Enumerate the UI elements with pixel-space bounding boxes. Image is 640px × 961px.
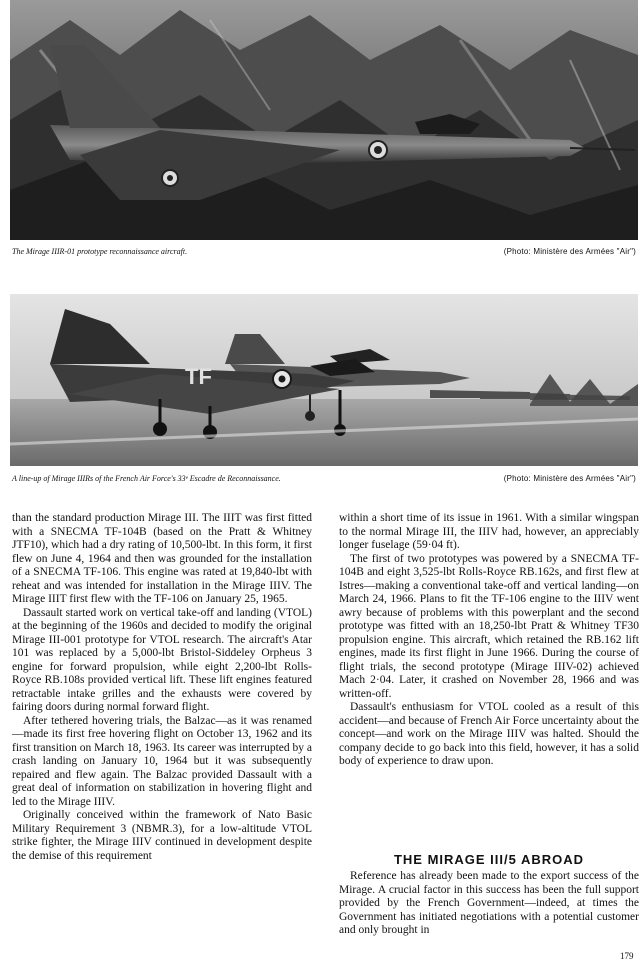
page-number: 179 (620, 951, 634, 961)
paragraph: Originally conceived within the framework of Nato Basic Military Requirement 3 (NBMR.3), for a low-altitude VTOL strike fighter, the Mirage IIIV continued in development despite the demise of this requirement (12, 809, 312, 862)
paragraph: within a short time of its issue in 1961. With a similar wingspan to the normal Mirage III, the IIIV had, however, an appreciably longer fuselage (59·04 ft). (339, 512, 639, 551)
figure-2-caption-row (12, 474, 636, 483)
right-text-column (339, 512, 639, 769)
left-text-column (12, 512, 312, 863)
figure-1-photo-credit: (Photo: Ministère des Armées "Air") (503, 247, 636, 256)
lead-aircraft-tail-code: TF (185, 364, 212, 389)
paragraph: than the standard production Mirage III. The IIIT was first fitted with a SNECMA TF-104B (based on the Pratt & Whitney JTF10), which had a dry rating of 10,500-lbt. In this form, it first flew on June 4, 1964 and then was grounded for the installation of a SNECMA TF-106. This engine was rated at 19,840-lbt with reheat and was intended for installation in the Mirage IIIV. The Mirage IIIT first flew with the TF-106 on January 25, 1965. (12, 512, 312, 605)
paragraph: Reference has already been made to the export success of the Mirage. A crucial factor in this success has been the full support provided by the French Government—indeed, at times the Government has initiated negotiations with a potential customer and only brought in (339, 870, 639, 936)
paragraph: Dassault started work on vertical take-off and landing (VTOL) at the beginning of the 1960s and decided to modify the original Mirage III-001 prototype for VTOL research. The aircraft's Atar 101 was replaced by a 5,000-lbt Bristol-Siddeley Orpheus 3 engine for forward propulsion, while eight 2,200-lbt Rolls-Royce RB.108s provided vertical lift. These lift engines featured retractable intake grilles and the exhausts were covered by fairing doors during normal forward flight. (12, 606, 312, 713)
mirage-iiir-01-photo (10, 0, 638, 240)
figure-1-caption-row (12, 247, 636, 256)
paragraph: After tethered hovering trials, the Balzac—as it was renamed—made its first free hovering flight on October 13, 1962 and its first transition on March 18, 1963. Its career was interrupted by a crash landing on January 10, 1964 but it was subsequently repaired and flew again. The Balzac provided Dassault with a great deal of information on stabilization in hovering flight and led to the Mirage IIIV. (12, 714, 312, 808)
section-heading: THE MIRAGE III/5 ABROAD (393, 852, 585, 867)
figure-1-caption: The Mirage IIIR-01 prototype reconnaissance aircraft. (12, 247, 188, 256)
paragraph: Dassault's enthusiasm for VTOL cooled as a result of this accident—and because of French Air Force uncertainty about the concept—and work on the Mirage IIIV was halted. Should the company decide to go back into this field, however, it has a solid body of experience to draw upon. (339, 701, 639, 767)
figure-2-photo-credit: (Photo: Ministère des Armées "Air") (503, 474, 636, 483)
section-text-column (339, 870, 639, 938)
figure-2-caption: A line-up of Mirage IIIRs of the French Air Force's 33ᵉ Escadre de Reconnaissance. (12, 474, 281, 483)
paragraph: The first of two prototypes was powered by a SNECMA TF-104B and eight 3,525-lbt Rolls-Royce RB.162s, and first flew at Istres—making a conventional take-off and vertical landing—on March 24, 1966. Plans to fit the TF-106 engine to the IIIV went awry because of problems with this powerplant and the second prototype was fitted with an 18,250-lbt Pratt & Whitney TF30 propulsion engine. This aircraft, which retained the RB.162 lift engines, made its first flight in June 1966. During the course of flight trials, the second prototype (Mirage IIIV-02) achieved Mach 2·04. Later, it crashed on November 28, 1966 and was written-off. (339, 552, 639, 700)
mirage-iiir-lineup-photo (10, 294, 638, 466)
